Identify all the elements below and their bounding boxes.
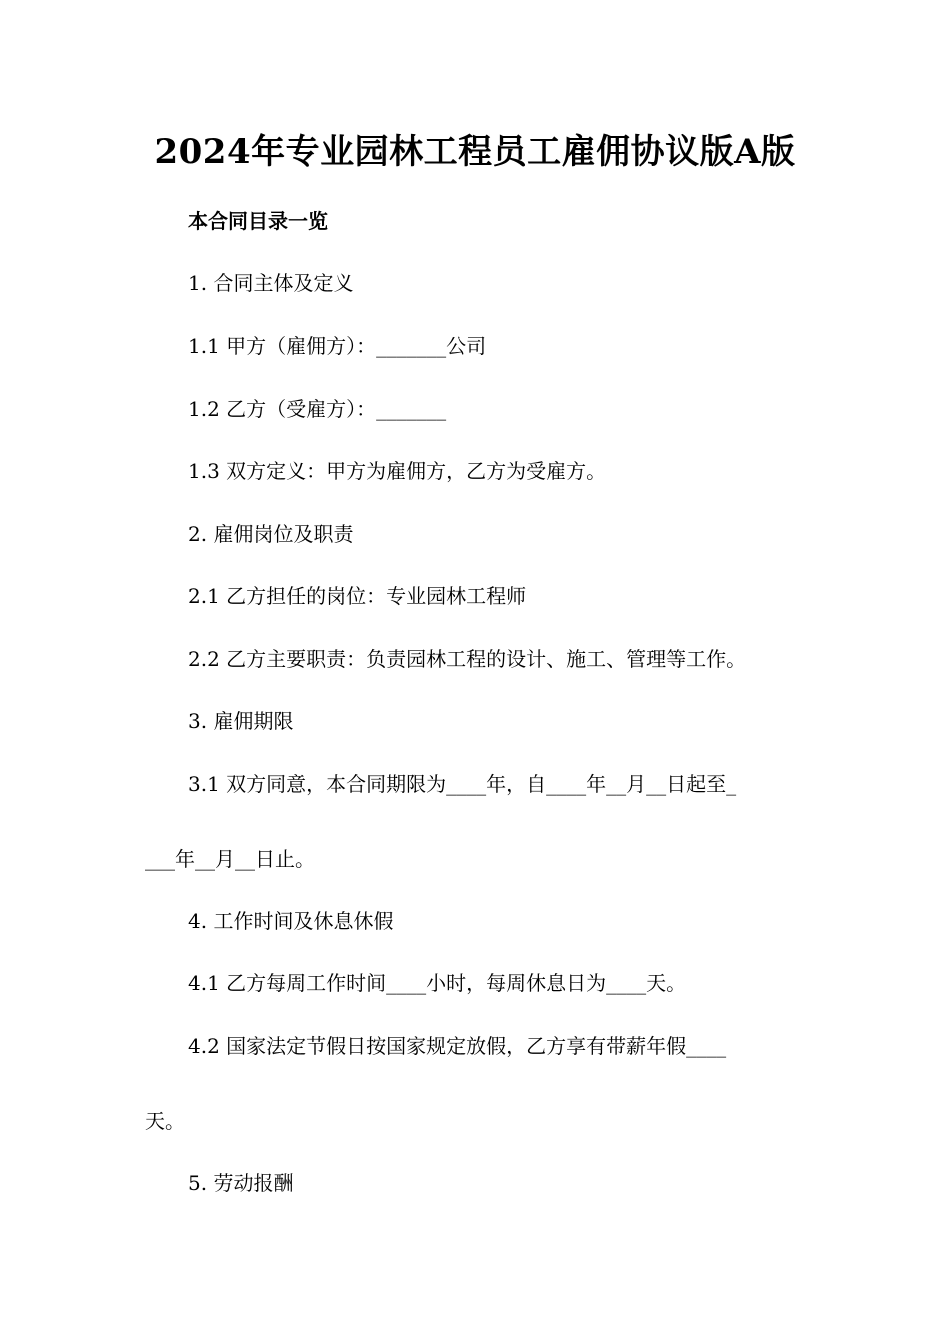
clause-line: 2.1 乙方担任的岗位：专业园林工程师 [188, 584, 527, 608]
section-heading: 1. 合同主体及定义 [188, 271, 354, 295]
document-title: 2024年专业园林工程员工雇佣协议版A版 [154, 132, 796, 172]
section-heading: 4. 工作时间及休息休假 [188, 909, 394, 933]
clause-line: 1.3 双方定义：甲方为雇佣方，乙方为受雇方。 [188, 459, 607, 483]
clause-line: 2.2 乙方主要职责：负责园林工程的设计、施工、管理等工作。 [188, 647, 747, 671]
section-heading: 2. 雇佣岗位及职责 [188, 522, 354, 546]
clause-line: 3.1 双方同意，本合同期限为____年，自____年__月__日起至_ [188, 772, 737, 796]
clause-line: 4.2 国家法定节假日按国家规定放假，乙方享有带薪年假____ [188, 1034, 727, 1058]
clause-line: 4.1 乙方每周工作时间____小时，每周休息日为____天。 [188, 971, 687, 995]
toc-heading: 本合同目录一览 [188, 209, 328, 233]
clause-line: 1.1 甲方（雇佣方）：_______公司 [188, 334, 487, 358]
section-heading: 3. 雇佣期限 [188, 709, 294, 733]
section-heading: 5. 劳动报酬 [188, 1171, 294, 1195]
clause-line: 1.2 乙方（受雇方）：_______ [188, 397, 447, 421]
clause-line-continuation: 天。 [145, 1109, 185, 1133]
clause-line-continuation: ___年__月__日止。 [145, 847, 315, 871]
